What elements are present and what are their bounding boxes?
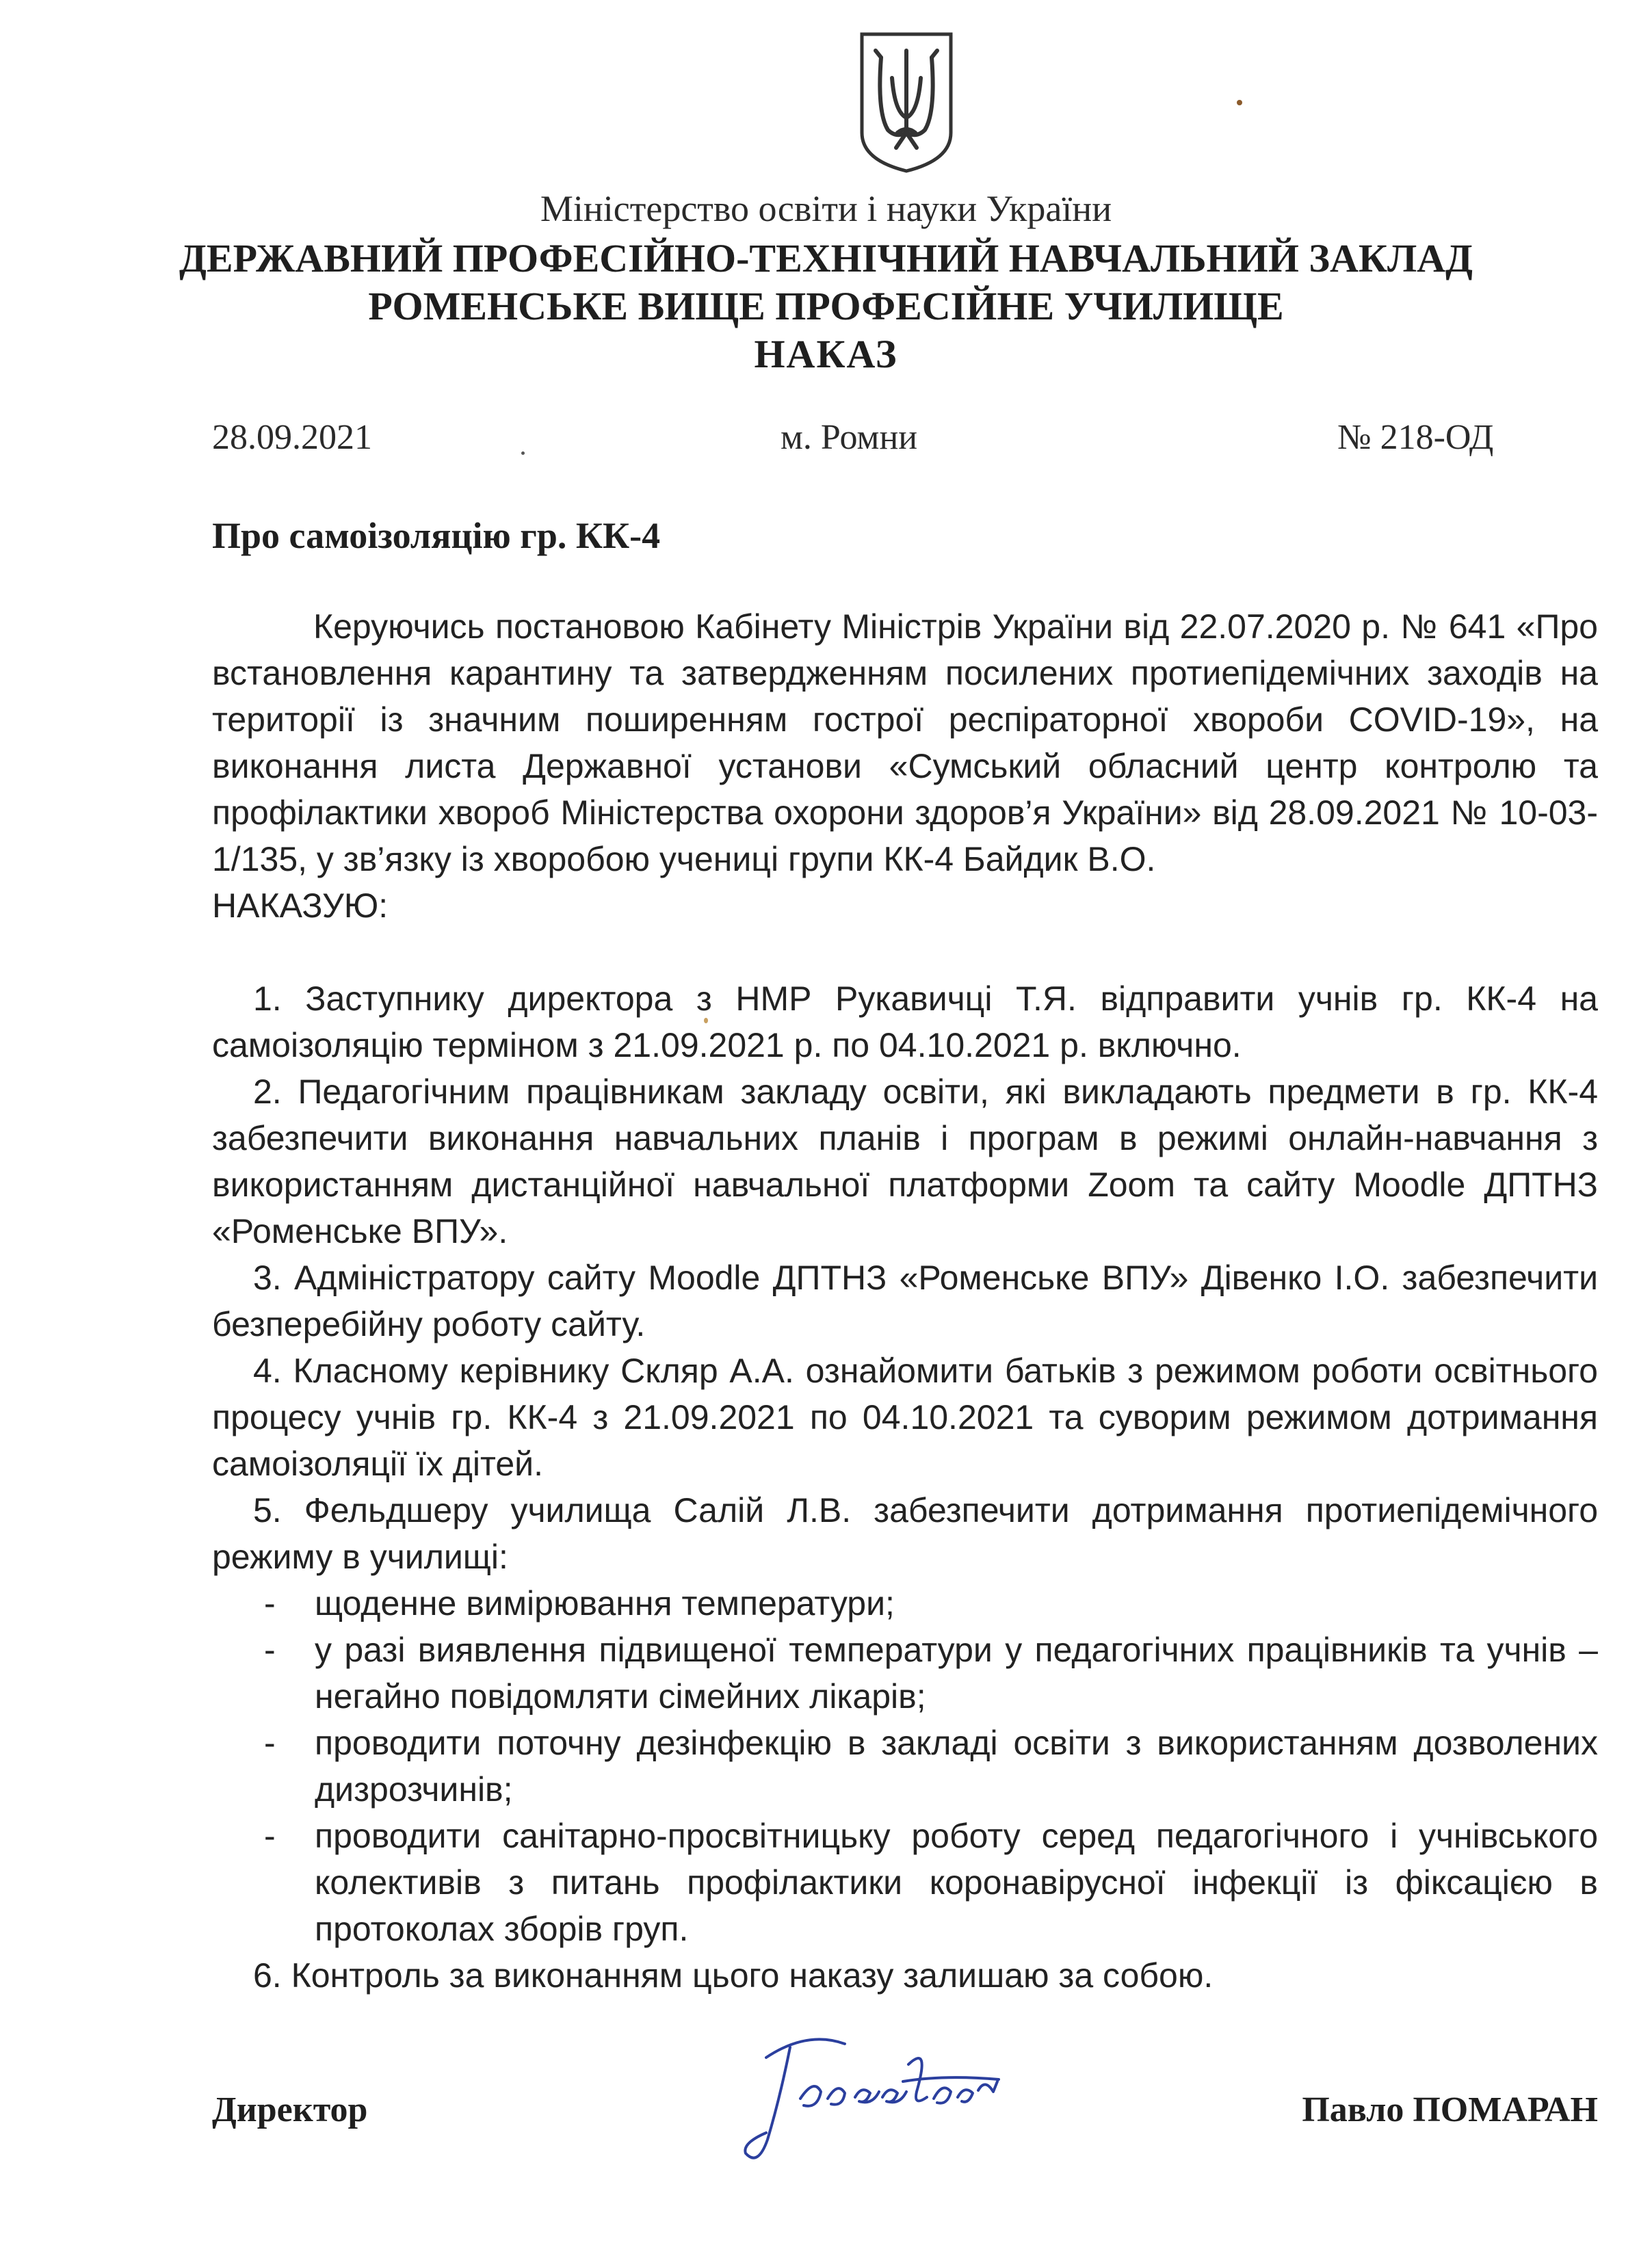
- bullet-item-1: [212, 1580, 1598, 1627]
- bullet-item-3: [212, 1720, 1598, 1813]
- bullet-dash: -: [264, 1724, 276, 1762]
- institution-name-line-2: РОМЕНСЬКЕ ВИЩЕ ПРОФЕСІЙНЕ УЧИЛИЩЕ: [368, 284, 1284, 328]
- bullet-item-4: [212, 1813, 1598, 1952]
- order-item-4: 4. Класному керівнику Скляр А.А. ознайомити батьків з режимом роботи освітнього процесу учнів гр. КК-4 з 21.09.2021 по 04.10.2021 та суворим режимом дотримання самоізоляції їх дітей.: [212, 1352, 1598, 1483]
- order-item-3: 3. Адміністратору сайту Moodle ДПТНЗ «Роменське ВПУ» Дівенко І.О. забезпечити безперебійну роботу сайту.: [212, 1259, 1598, 1343]
- institution-name-line-1: ДЕРЖАВНИЙ ПРОФЕСІЙНО-ТЕХНІЧНИЙ НАВЧАЛЬНИЙ ЗАКЛАД: [179, 236, 1473, 280]
- signatory-title: Директор: [212, 2090, 368, 2129]
- signatory-name: Павло ПОМАРАН: [1302, 2090, 1598, 2129]
- ministry-name: Міністерство освіти і науки України: [540, 188, 1112, 229]
- order-subject: Про самоізоляцію гр. КК-4: [212, 515, 661, 556]
- order-number: № 218-ОД: [1337, 418, 1494, 457]
- bullet-text: проводити поточну дезінфекцію в закладі освіти з використанням дозволених дизрозчинів;: [315, 1724, 1598, 1809]
- bullet-dash: -: [264, 1631, 276, 1669]
- scan-speck: [521, 451, 525, 455]
- order-item-1: 1. Заступнику директора з НМР Рукавичці Т.Я. відправити учнів гр. КК-4 на самоізоляцію терміном з 21.09.2021 р. по 04.10.2021 р. включно.: [212, 980, 1598, 1064]
- bullet-text: щоденне вимірювання температури;: [315, 1584, 895, 1622]
- bullet-text: проводити санітарно-просвітницьку роботу серед педагогічного і учнівського колективів з питань профілактики коронавірусної інфекції із фіксацією в протоколах зборів груп.: [315, 1817, 1598, 1948]
- scan-speck: [704, 1018, 708, 1023]
- bullet-dash: -: [264, 1817, 276, 1855]
- bullet-item-2: [212, 1627, 1598, 1720]
- handwritten-signature-icon: [725, 2016, 1019, 2174]
- order-item-6: 6. Контроль за виконанням цього наказу залишаю за собою.: [253, 1956, 1214, 1995]
- bullet-text: у разі виявлення підвищеної температури у педагогічних працівників та учнів – негайно повідомляти сімейних лікарів;: [315, 1631, 1598, 1716]
- order-item-2: 2. Педагогічним працівникам закладу освіти, які викладають предмети в гр. КК-4 забезпечити виконання навчальних планів і програм в режимі онлайн-навчання з використанням дистанційної навчальної платформи Zoom та сайту Moodle ДПТНЗ «Роменське ВПУ».: [212, 1073, 1598, 1250]
- order-date: 28.09.2021: [212, 418, 372, 457]
- document-type-title: НАКАЗ: [754, 332, 898, 376]
- order-word: НАКАЗУЮ:: [212, 886, 389, 925]
- order-city: м. Ромни: [781, 418, 918, 457]
- trident-coat-of-arms-icon: [856, 30, 956, 175]
- bullet-dash: -: [264, 1584, 276, 1622]
- order-item-5: 5. Фельдшеру училища Салій Л.В. забезпечити дотримання протиепідемічного режиму в училищі:: [212, 1491, 1598, 1576]
- scan-speck: [1237, 100, 1242, 105]
- order-items: [212, 975, 1598, 1999]
- intro-paragraph: Керуючись постановою Кабінету Міністрів України від 22.07.2020 р. № 641 «Про встановлення карантину та затвердженням посилених протиепідемічних заходів на території із значним поширенням гострої респіраторної хвороби COVID-19», на виконання листа Державної установи «Сумський обласний центр контролю та профілактики хвороб Міністерства охорони здоров’я України» від 28.09.2021 № 10-03-1/135, у зв’язку із хворобою учениці групи КК-4 Байдик В.О.: [212, 607, 1598, 878]
